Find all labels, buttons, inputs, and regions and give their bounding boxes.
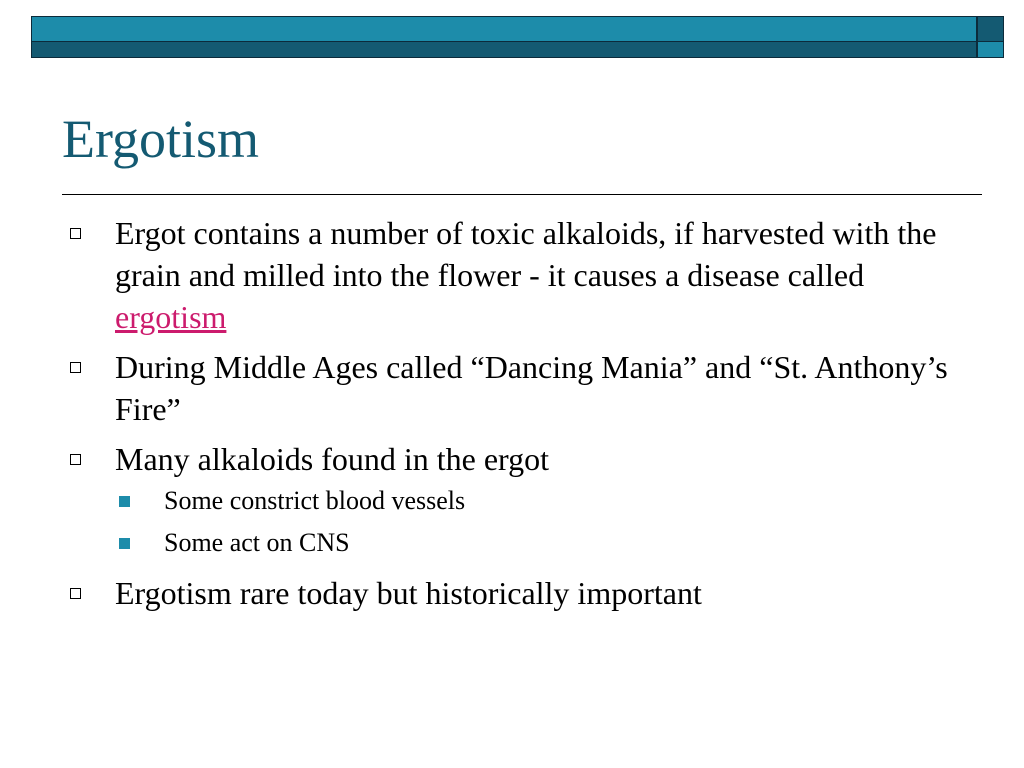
sub-bullet-item [115,522,962,564]
header-banner [31,16,977,58]
slide-title: Ergotism [62,109,260,169]
hollow-square-bullet-icon [70,588,81,599]
bullet-text: Many alkaloids found in the ergot [115,441,549,477]
sub-bullet-text: Some constrict blood vessels [164,486,466,515]
bullet-text: Ergot contains a number of toxic alkaloids, if harvested with the grain and milled into the flower - it causes a disease called [115,215,937,293]
filled-square-bullet-icon [119,496,130,507]
corner-top-stripe [978,17,1003,42]
hollow-square-bullet-icon [70,454,81,465]
hollow-square-bullet-icon [70,362,81,373]
corner-bottom-stripe [978,42,1003,57]
banner-top-stripe [32,17,976,42]
ergotism-link[interactable]: ergotism [115,299,227,335]
bullet-item [62,438,962,564]
bullet-item [62,346,962,430]
bullet-text: Ergotism rare today but historically important [115,575,702,611]
sub-bullet-list [115,480,962,564]
bullet-list [62,212,962,622]
sub-bullet-item [115,480,962,522]
banner-bottom-stripe [32,42,976,57]
title-divider [62,194,982,195]
sub-bullet-text: Some act on CNS [164,528,350,557]
bullet-item [62,572,962,614]
filled-square-bullet-icon [119,538,130,549]
banner-corner-block [977,16,1004,58]
bullet-text: During Middle Ages called “Dancing Mania” and “St. Anthony’s Fire” [115,349,948,427]
hollow-square-bullet-icon [70,228,81,239]
bullet-item [62,212,962,338]
